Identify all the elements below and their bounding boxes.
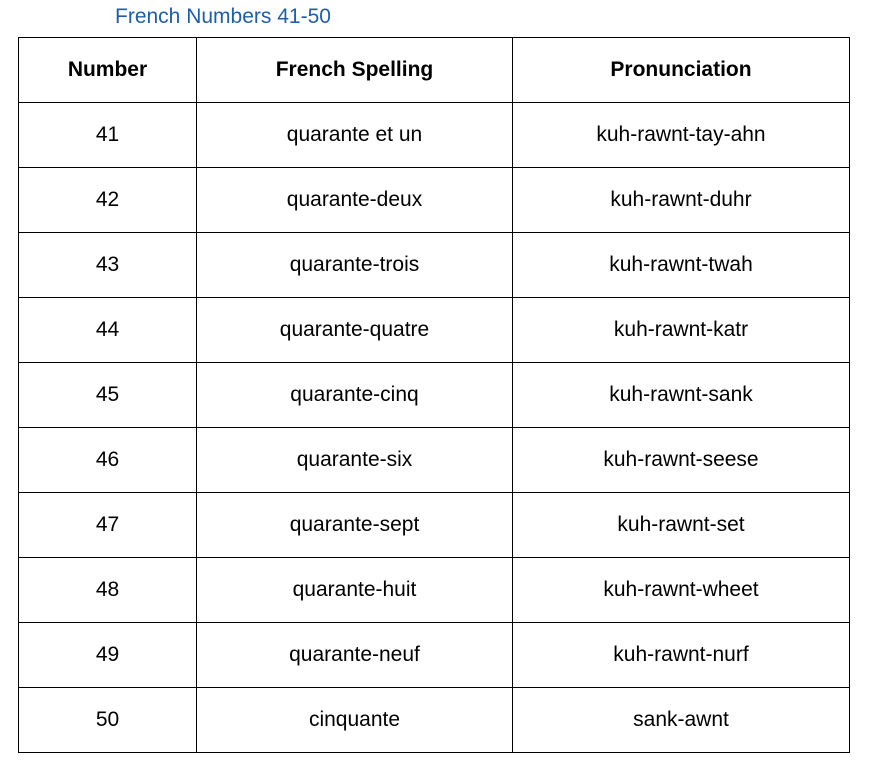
cell-number: 49 [19,623,197,688]
cell-french-spelling: cinquante [197,688,513,753]
table-row [19,233,850,298]
table-row [19,103,850,168]
cell-french-spelling: quarante-sept [197,493,513,558]
cell-pronunciation: sank-awnt [513,688,850,753]
cell-pronunciation: kuh-rawnt-nurf [513,623,850,688]
cell-french-spelling: quarante-deux [197,168,513,233]
header-number: Number [19,38,197,103]
cell-pronunciation: kuh-rawnt-seese [513,428,850,493]
table-row [19,493,850,558]
cell-french-spelling: quarante-quatre [197,298,513,363]
cell-number: 42 [19,168,197,233]
cell-pronunciation: kuh-rawnt-set [513,493,850,558]
cell-french-spelling: quarante-cinq [197,363,513,428]
numbers-table [18,37,850,753]
cell-french-spelling: quarante-trois [197,233,513,298]
cell-french-spelling: quarante et un [197,103,513,168]
cell-pronunciation: kuh-rawnt-tay-ahn [513,103,850,168]
cell-number: 44 [19,298,197,363]
table-row [19,298,850,363]
cell-french-spelling: quarante-six [197,428,513,493]
cell-number: 47 [19,493,197,558]
cell-pronunciation: kuh-rawnt-wheet [513,558,850,623]
cell-number: 48 [19,558,197,623]
cell-number: 46 [19,428,197,493]
table-row [19,428,850,493]
cell-pronunciation: kuh-rawnt-sank [513,363,850,428]
cell-number: 41 [19,103,197,168]
cell-pronunciation: kuh-rawnt-duhr [513,168,850,233]
table-row [19,558,850,623]
page-title: French Numbers 41-50 [115,5,331,28]
table-row [19,168,850,233]
table-row [19,623,850,688]
header-french-spelling: French Spelling [197,38,513,103]
header-pronunciation: Pronunciation [513,38,850,103]
table-header-row [19,38,850,103]
cell-french-spelling: quarante-huit [197,558,513,623]
cell-number: 43 [19,233,197,298]
cell-number: 50 [19,688,197,753]
cell-pronunciation: kuh-rawnt-katr [513,298,850,363]
cell-number: 45 [19,363,197,428]
table-row [19,363,850,428]
cell-french-spelling: quarante-neuf [197,623,513,688]
table-row [19,688,850,753]
cell-pronunciation: kuh-rawnt-twah [513,233,850,298]
